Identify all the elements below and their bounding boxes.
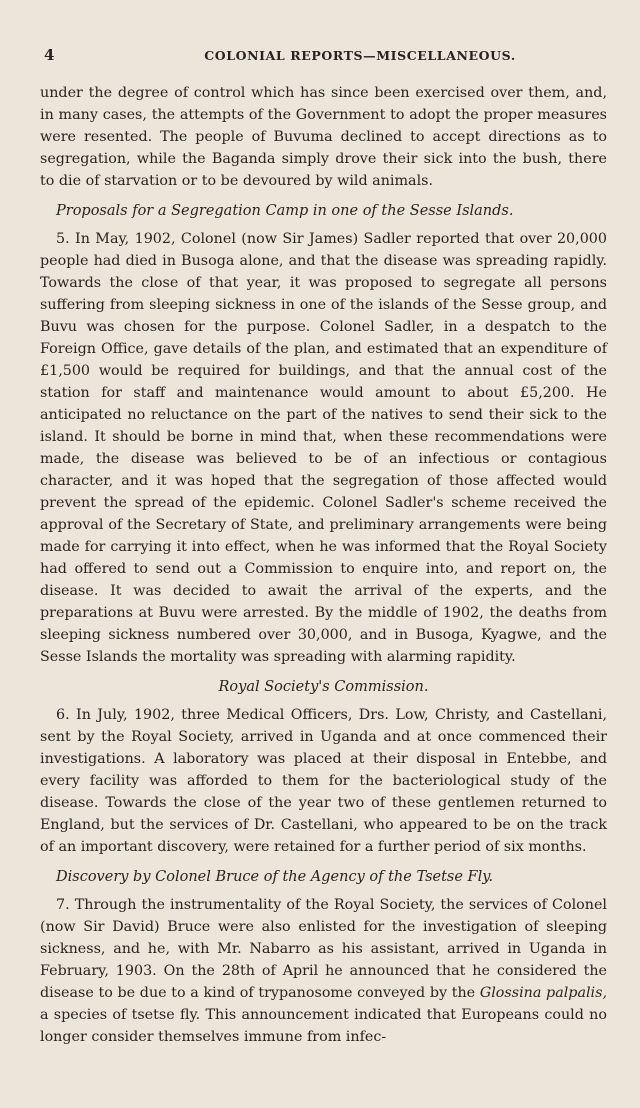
paragraph-7	[40, 894, 607, 1048]
paragraph-6: 6. In July, 1902, three Medical Officers, Drs. Low, Christy, and Castellani, sent by the Royal Society, arrived in Uganda and at once commenced their investigations. A laboratory was placed at their disposal in Entebbe, and every facility was afforded to them for the bacteriological study of the disease. Towards the close of the year two of these gentlemen returned to England, but the services of Dr. Castellani, who appeared to be on the track of an important discovery, were retained for a further period of six months.	[40, 707, 607, 855]
section-heading-royal-society: Royal Society's Commission.	[218, 679, 429, 695]
running-title: COLONIAL REPORTS—MISCELLANEOUS.	[204, 48, 516, 63]
paragraph-7-text-a: 7. Through the instrumentality of the Royal Society, the services of Colonel (now Sir David) Bruce were also enlisted for the investigation of sleeping sickness, and he, with Mr. Nabarro as his assistant, arrived in Uganda in February, 1903. On the 28th of April he announced that he considered the disease to be due to a kind of trypanosome conveyed by the	[40, 897, 607, 1001]
page-body	[40, 82, 607, 1048]
section-heading-segregation: Proposals for a Segregation Camp in one of the Sesse Islands.	[56, 203, 514, 219]
species-name: Glossina palpalis,	[479, 985, 608, 1001]
paragraph-continuation: under the degree of control which has since been exercised over them, and, in many cases, the attempts of the Government to adopt the proper measures were resented. The people of Buvuma declined to accept directions as to segregation, while the Baganda simply drove their sick into the bush, there to die of starvation or to be devoured by wild animals.	[40, 85, 607, 189]
paragraph-7-text-b: a species of tsetse fly. This announcement indicated that Europeans could no longer consider themselves immune from infec-	[40, 1007, 607, 1045]
page-number: 4	[44, 46, 55, 64]
section-heading-tsetse: Discovery by Colonel Bruce of the Agency of the Tsetse Fly.	[56, 869, 494, 885]
paragraph-5: 5. In May, 1902, Colonel (now Sir James) Sadler reported that over 20,000 people had died in Busoga alone, and that the disease was spreading rapidly. Towards the close of that year, it was proposed to segregate all persons suffering from sleeping sickness in one of the islands of the Sesse group, and Buvu was chosen for the purpose. Colonel Sadler, in a despatch to the Foreign Office, gave details of the plan, and estimated that an expenditure of £1,500 would be required for buildings, and that the annual cost of the station for staff and maintenance would amount to about £5,200. He anticipated no reluctance on the part of the natives to send their sick to the island. It should be borne in mind that, when these recommendations were made, the disease was believed to be of an infectious or contagious character, and it was hoped that the segregation of those affected would prevent the spread of the epidemic. Colonel Sadler's scheme received the approval of the Secretary of State, and preliminary arrangements were being made for carrying it into effect, when he was informed that the Royal Society had offered to send out a Commission to enquire into, and report on, the disease. It was decided to await the arrival of the experts, and the preparations at Buvu were arrested. By the middle of 1902, the deaths from sleeping sickness numbered over 30,000, and in Busoga, Kyagwe, and the Sesse Islands the mortality was spreading with alarming rapidity.	[40, 231, 607, 665]
page-header	[44, 46, 596, 68]
